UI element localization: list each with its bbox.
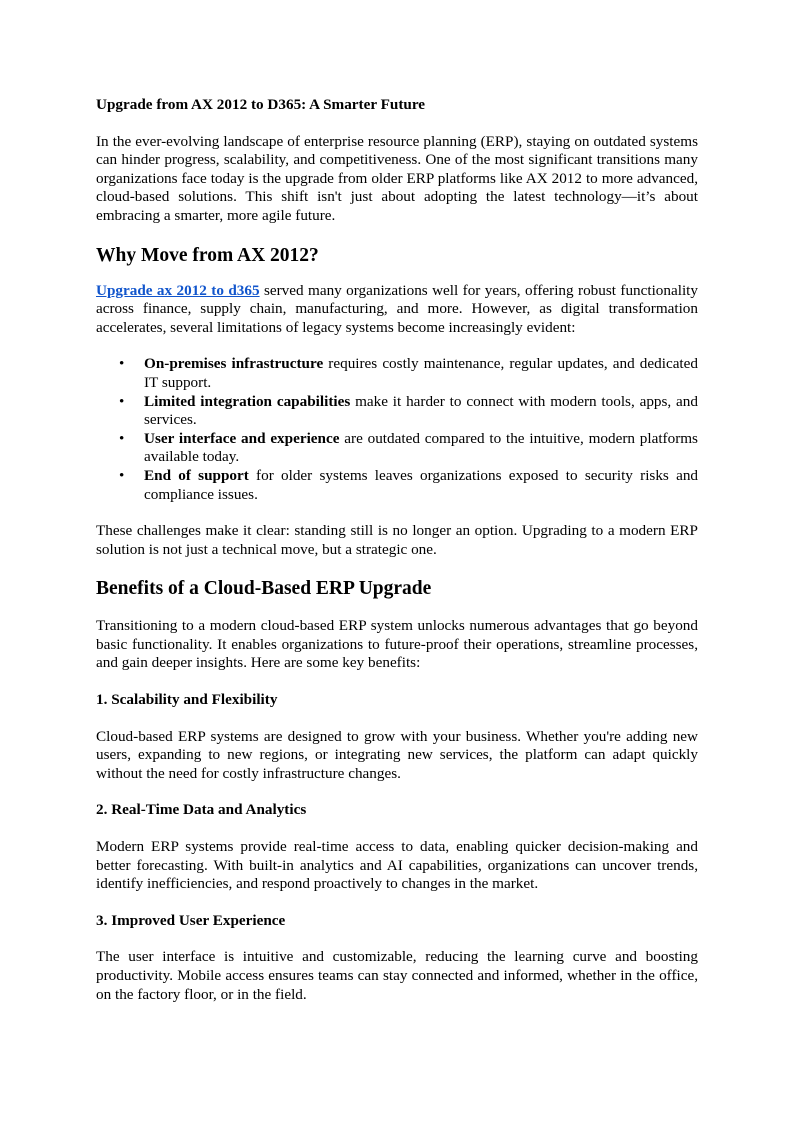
benefit-text-scalability: Cloud-based ERP systems are designed to grow with your business. Whether you're adding new users, expanding to new regions, or integrating new services, the platform can adapt quickly without the need for costly infrastructure changes.	[96, 727, 698, 782]
list-item-text: make it harder to connect with modern tools, apps, and services.	[144, 392, 698, 429]
limitations-list	[96, 355, 698, 504]
list-item-bold: End of support	[144, 466, 249, 484]
intro-paragraph: In the ever-evolving landscape of enterprise resource planning (ERP), staying on outdated systems can hinder progress, scalability, and competitiveness. One of the most significant transitions many organizations face today is the upgrade from older ERP platforms like AX 2012 to more advanced, cloud-based solutions. This shift isn't just about adopting the latest technology—it’s about embracing a smarter, more agile future.	[96, 132, 698, 224]
bullet-icon: •	[119, 392, 125, 410]
list-item-bold: User interface and experience	[144, 429, 340, 447]
list-item	[96, 430, 698, 467]
why-move-paragraph	[96, 282, 698, 338]
upgrade-link[interactable]: Upgrade ax 2012 to d365	[96, 281, 260, 299]
list-item-bold: On-premises infrastructure	[144, 355, 324, 373]
list-item	[96, 393, 698, 430]
section-heading-benefits: Benefits of a Cloud-Based ERP Upgrade	[96, 578, 432, 600]
closing-paragraph: These challenges make it clear: standing still is no longer an option. Upgrading to a modern ERP solution is not just a technical move, but a strategic one.	[96, 522, 698, 558]
list-item	[96, 467, 698, 504]
list-item	[96, 355, 698, 392]
bullet-icon: •	[119, 429, 125, 447]
bullet-icon: •	[119, 466, 125, 484]
why-move-paragraph-text: served many organizations well for years, offering robust functionality across finance, supply chain, manufacturing, and more. However, as digital transformation accelerates, several limitations of legacy systems become increasingly evident:	[96, 281, 698, 336]
benefit-text-user-experience: The user interface is intuitive and customizable, reducing the learning curve and boosting productivity. Mobile access ensures teams can stay connected and informed, whether in the office, on the factory floor, or in the field.	[96, 948, 698, 1003]
benefit-title-user-experience: 3. Improved User Experience	[96, 911, 286, 929]
document-title: Upgrade from AX 2012 to D365: A Smarter Future	[96, 96, 426, 113]
list-item-bold: Limited integration capabilities	[144, 392, 351, 410]
benefit-text-real-time-data: Modern ERP systems provide real-time access to data, enabling quicker decision-making and better forecasting. With built-in analytics and AI capabilities, organizations can uncover trends, identify inefficiencies, and respond proactively to changes in the market.	[96, 838, 698, 893]
benefit-title-scalability: 1. Scalability and Flexibility	[96, 691, 278, 709]
document-page	[96, 96, 698, 1022]
benefit-title-real-time-data: 2. Real-Time Data and Analytics	[96, 801, 307, 819]
bullet-icon: •	[119, 355, 125, 373]
list-item-text: for older systems leaves organizations exposed to security risks and compliance issues.	[144, 466, 699, 503]
section-heading-why-move: Why Move from AX 2012?	[96, 244, 319, 266]
list-item-text: are outdated compared to the intuitive, modern platforms available today.	[144, 429, 698, 466]
list-item-text: requires costly maintenance, regular updates, and dedicated IT support.	[144, 355, 698, 391]
benefits-intro-paragraph: Transitioning to a modern cloud-based ERP system unlocks numerous advantages that go beyond basic functionality. It enables organizations to future-proof their operations, streamline processes, and gain deeper insights. Here are some key benefits:	[96, 617, 698, 672]
